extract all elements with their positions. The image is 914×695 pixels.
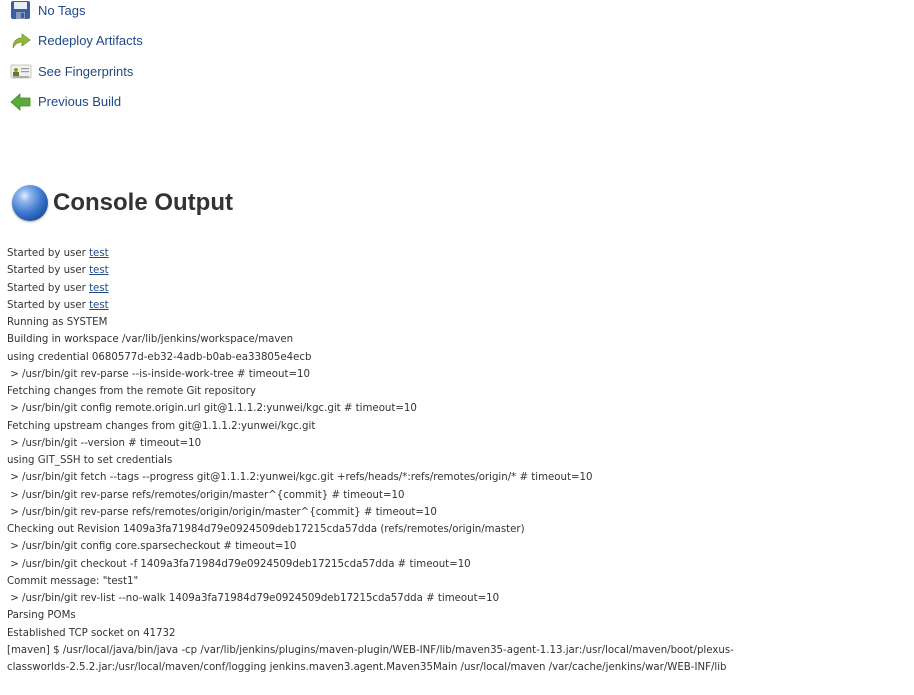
console-line: > /usr/bin/git checkout -f 1409a3fa71984d79e0924509deb17215cda57dda # timeout=10 [7, 558, 471, 570]
console-line: > /usr/bin/git rev-parse --is-inside-work-tree # timeout=10 [7, 368, 310, 380]
console-line: > /usr/bin/git fetch --tags --progress git@1.1.1.2:yunwei/kgc.git +refs/heads/*:refs/remotes/origin/* # timeout=10 [7, 472, 593, 484]
page-title: Console Output [53, 189, 233, 216]
task-no-tags[interactable] [10, 0, 143, 26]
console-line: > /usr/bin/git rev-parse refs/remotes/origin/master^{commit} # timeout=10 [7, 489, 405, 501]
console-line: Checking out Revision 1409a3fa71984d79e0924509deb17215cda57dda (refs/remotes/origin/master) [7, 524, 525, 535]
user-link[interactable]: test [89, 248, 109, 259]
console-line: Building in workspace /var/lib/jenkins/workspace/maven [7, 334, 294, 346]
console-line: [maven] $ /usr/local/java/bin/java -cp /var/lib/jenkins/plugins/maven-plugin/WEB-INF/lib/maven35-agent-1.13.jar:/usr/local/maven/boot/plexus- [7, 644, 734, 656]
console-line: Running as SYSTEM [7, 317, 108, 328]
redeploy-arrow-icon [10, 32, 32, 50]
console-line: Established TCP socket on 41732 [7, 627, 176, 639]
console-line: > /usr/bin/git rev-list --no-walk 1409a3fa71984d79e0924509deb17215cda57dda # timeout=10 [7, 593, 500, 604]
console-line: Parsing POMs [7, 610, 76, 622]
task-label[interactable]: Previous Build [38, 94, 122, 110]
save-icon [10, 1, 32, 19]
console-line: Started by user test [7, 265, 109, 277]
console-output-heading [12, 185, 233, 221]
task-redeploy-artifacts[interactable] [10, 26, 143, 57]
task-label[interactable]: No Tags [38, 2, 86, 18]
task-previous-build[interactable] [10, 87, 143, 118]
console-line: Commit message: "test1" [7, 575, 139, 587]
console-line: Started by user test [7, 299, 109, 311]
console-line: > /usr/bin/git config remote.origin.url git@1.1.1.2:yunwei/kgc.git # timeout=10 [7, 403, 417, 415]
previous-arrow-icon [10, 93, 32, 111]
blue-ball-icon [12, 185, 48, 221]
user-link[interactable]: test [89, 265, 109, 277]
side-tasks [10, 0, 143, 117]
console-line: using credential 0680577d-eb32-4adb-b0ab-ea33805e4ecb [7, 351, 312, 363]
user-link[interactable]: test [89, 299, 109, 311]
task-see-fingerprints[interactable] [10, 56, 143, 87]
task-label[interactable]: See Fingerprints [38, 63, 134, 79]
console-line: Fetching upstream changes from git@1.1.1.2:yunwei/kgc.git [7, 420, 316, 432]
console-log [7, 245, 734, 676]
console-line: > /usr/bin/git config core.sparsecheckout # timeout=10 [7, 541, 297, 553]
task-label[interactable]: Redeploy Artifacts [38, 33, 143, 49]
fingerprint-card-icon [10, 62, 32, 80]
console-line: classworlds-2.5.2.jar:/usr/local/maven/conf/logging jenkins.maven3.agent.Maven35Main /usr/local/maven /var/cache/jenkins/war/WEB-INF/lib [7, 662, 727, 673]
console-line: Fetching changes from the remote Git repository [7, 386, 256, 397]
user-link[interactable]: test [89, 282, 109, 294]
console-line: > /usr/bin/git rev-parse refs/remotes/origin/origin/master^{commit} # timeout=10 [7, 506, 437, 518]
console-line: Started by user test [7, 282, 109, 294]
console-line: Started by user test [7, 248, 109, 259]
console-line: using GIT_SSH to set credentials [7, 455, 173, 466]
console-line: > /usr/bin/git --version # timeout=10 [7, 437, 202, 449]
